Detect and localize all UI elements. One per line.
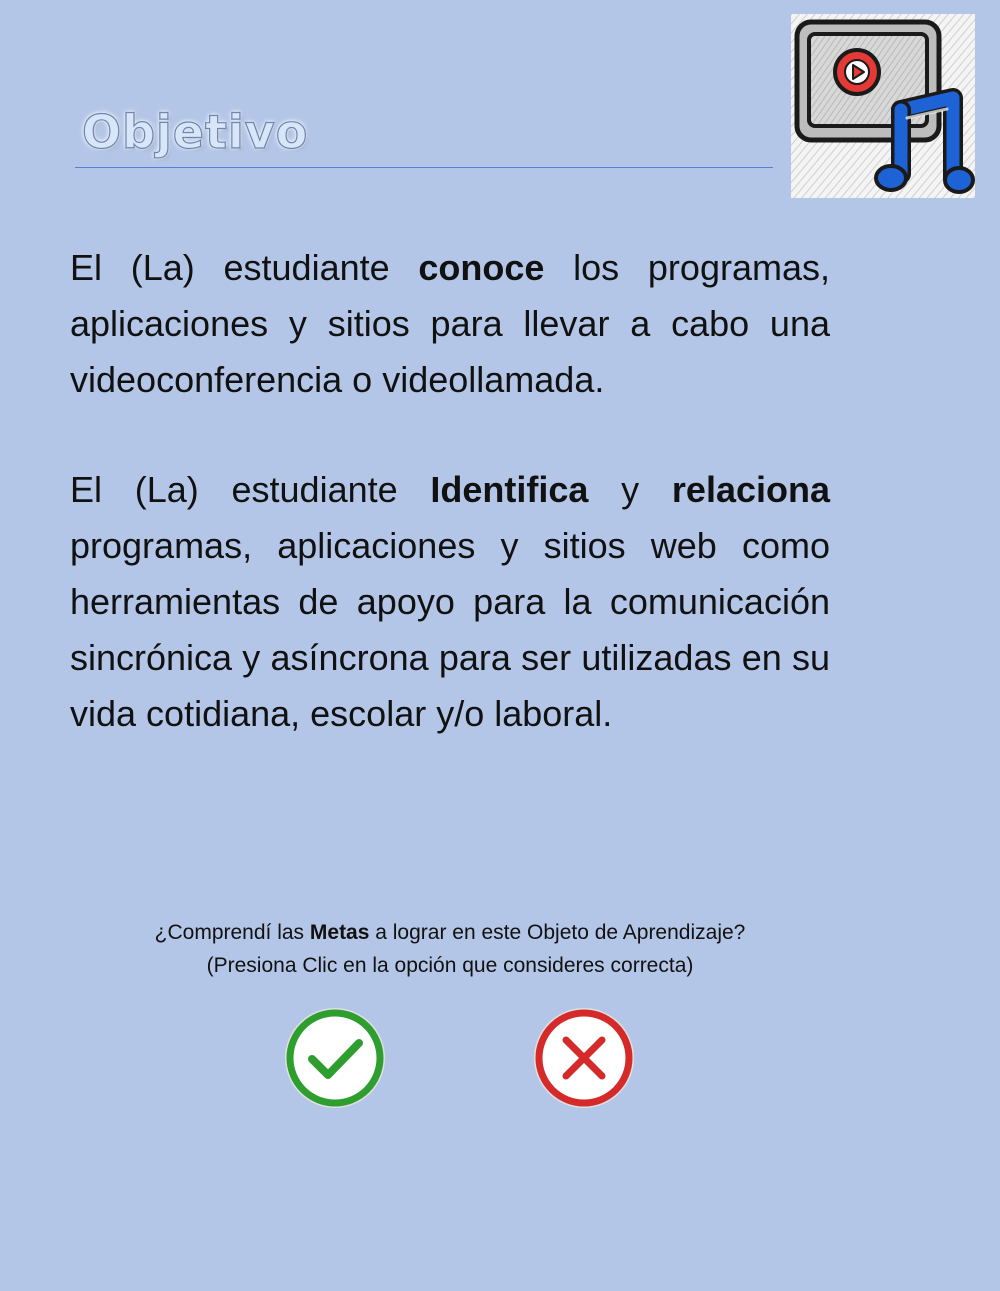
paragraph-2-text: programas, aplicaciones y sitios web como herramientas de apoyo para la comunicación sincrónica y asíncrona para ser utilizadas en su vida cotidiana, escolar y/o laboral. [70,525,830,734]
question-instruction: (Presiona Clic en la opción que consideres correcta) [206,954,694,977]
question-text: a lograr en este Objeto de Aprendizaje? [369,921,746,944]
question-text: ¿Comprendí las [154,921,310,944]
paragraph-1-text: los programas, aplicaciones y sitios para llevar a cabo una videoconferencia o videollamada. [70,247,830,400]
paragraph-1-text: El (La) estudiante [70,247,419,288]
objective-paragraph-2 [70,462,830,742]
video-music-icon [791,14,975,198]
paragraph-2-keyword-identifica: Identifica [430,469,589,510]
check-circle-icon [283,1006,387,1110]
paragraph-1-keyword-conoce: conoce [418,247,545,288]
no-button[interactable] [532,1006,636,1110]
paragraph-2-text: El (La) estudiante [70,469,431,510]
objective-paragraph-1 [70,240,830,408]
x-circle-icon [532,1006,636,1110]
question-keyword-metas: Metas [309,921,370,944]
comprehension-question [0,916,900,982]
paragraph-2-text: y [588,469,672,510]
yes-button[interactable] [283,1006,387,1110]
paragraph-2-keyword-relaciona: relaciona [671,469,830,510]
title-divider [75,167,773,168]
question-line-1 [0,916,900,949]
page-title: Objetivo [82,105,309,159]
